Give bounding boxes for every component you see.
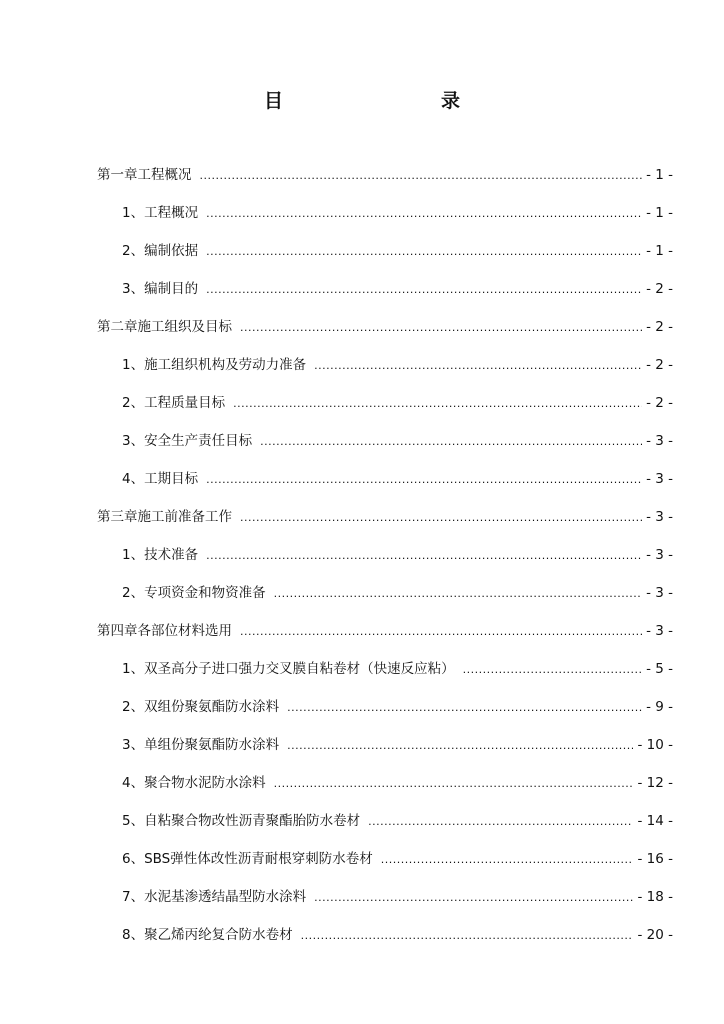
- toc-dot-leader: [301, 926, 634, 946]
- toc-dot-leader: [240, 508, 642, 528]
- toc-dot-leader: [287, 736, 633, 756]
- toc-title: 目 录: [263, 90, 500, 112]
- toc-entry[interactable]: [122, 203, 673, 223]
- toc-page-number: - 1 -: [646, 243, 673, 259]
- toc-page-number: - 10 -: [637, 737, 673, 753]
- toc-page-number: - 2 -: [646, 281, 673, 297]
- toc-dot-leader: [206, 280, 642, 300]
- toc-entry[interactable]: [122, 887, 673, 907]
- toc-entry-text: 8、聚乙烯丙纶复合防水卷材: [122, 927, 293, 943]
- toc-chapter-number: 第三章: [97, 509, 138, 525]
- toc-page-number: - 12 -: [637, 775, 673, 791]
- toc-entry[interactable]: [122, 431, 673, 451]
- toc-dot-leader: [368, 812, 633, 832]
- toc-page-number: - 14 -: [637, 813, 673, 829]
- toc-page-number: - 3 -: [646, 623, 673, 639]
- toc-entry-text: 各部位材料选用: [137, 623, 232, 639]
- toc-dot-leader: [233, 394, 642, 414]
- toc-dot-leader: [200, 166, 643, 186]
- toc-entry[interactable]: [122, 355, 673, 375]
- toc-dot-leader: [463, 660, 642, 680]
- toc-entry-text: 2、工程质量目标: [122, 395, 226, 411]
- toc-entry[interactable]: [122, 545, 673, 565]
- toc-chapter-number: 第二章: [97, 319, 138, 335]
- toc-page-number: - 2 -: [646, 357, 673, 373]
- toc-entry-text: 3、编制目的: [122, 281, 199, 297]
- toc-entry-text: 3、单组份聚氨酯防水涂料: [122, 737, 280, 753]
- toc-page-number: - 16 -: [637, 851, 673, 867]
- toc-entry[interactable]: [97, 621, 673, 641]
- toc-dot-leader: [274, 774, 634, 794]
- toc-entry-text: 2、编制依据: [122, 243, 199, 259]
- toc-page-number: - 3 -: [646, 433, 673, 449]
- toc-entry[interactable]: [122, 811, 673, 831]
- toc-entry-text: 工程概况: [137, 167, 192, 183]
- toc-entry-text: 7、水泥基渗透结晶型防水涂料: [122, 889, 307, 905]
- toc-page-number: - 2 -: [646, 395, 673, 411]
- toc-entry-text: 1、双圣高分子进口强力交叉膜自粘卷材（快速反应粘）: [122, 661, 455, 677]
- toc-entry[interactable]: [122, 773, 673, 793]
- toc-entry-text: 1、工程概况: [122, 205, 199, 221]
- toc-entry-text: 施工组织及目标: [137, 319, 232, 335]
- toc-entry[interactable]: [122, 697, 673, 717]
- toc-dot-leader: [314, 888, 633, 908]
- toc-dot-leader: [206, 242, 642, 262]
- toc-entry-text: 5、自粘聚合物改性沥青聚酯胎防水卷材: [122, 813, 361, 829]
- toc-dot-leader: [381, 850, 634, 870]
- toc-entry[interactable]: [122, 583, 673, 603]
- toc-entry[interactable]: [122, 925, 673, 945]
- toc-entry-text: 4、工期目标: [122, 471, 199, 487]
- toc-dot-leader: [240, 622, 642, 642]
- toc-page-number: - 18 -: [637, 889, 673, 905]
- toc-page-number: - 3 -: [646, 547, 673, 563]
- toc-entry[interactable]: [122, 735, 673, 755]
- toc-chapter-number: 第一章: [97, 167, 138, 183]
- toc-dot-leader: [260, 432, 642, 452]
- toc-entry-text: 6、SBS弹性体改性沥青耐根穿刺防水卷材: [122, 851, 373, 867]
- toc-page-number: - 5 -: [646, 661, 673, 677]
- toc-entry[interactable]: [97, 165, 673, 185]
- toc-dot-leader: [206, 204, 642, 224]
- toc-page-number: - 2 -: [646, 319, 673, 335]
- toc-entry[interactable]: [122, 469, 673, 489]
- toc-entry[interactable]: [122, 393, 673, 413]
- toc-dot-leader: [206, 546, 642, 566]
- toc-entry-text: 2、专项资金和物资准备: [122, 585, 266, 601]
- toc-page-number: - 1 -: [646, 205, 673, 221]
- toc-entry-text: 2、双组份聚氨酯防水涂料: [122, 699, 280, 715]
- toc-dot-leader: [287, 698, 642, 718]
- toc-page-number: - 3 -: [646, 509, 673, 525]
- toc-page-number: - 3 -: [646, 585, 673, 601]
- toc-dot-leader: [314, 356, 642, 376]
- toc-entry[interactable]: [122, 241, 673, 261]
- toc-entry[interactable]: [97, 507, 673, 527]
- toc-dot-leader: [274, 584, 642, 604]
- toc-page-number: - 9 -: [646, 699, 673, 715]
- toc-dot-leader: [206, 470, 642, 490]
- toc-chapter-number: 第四章: [97, 623, 138, 639]
- toc-page-number: - 1 -: [646, 167, 673, 183]
- toc-entry[interactable]: [97, 317, 673, 337]
- toc-entry-text: 1、施工组织机构及劳动力准备: [122, 357, 307, 373]
- toc-page-number: - 20 -: [637, 927, 673, 943]
- toc-entry[interactable]: [122, 279, 673, 299]
- toc-page-number: - 3 -: [646, 471, 673, 487]
- toc-dot-leader: [240, 318, 642, 338]
- toc-entry-text: 3、安全生产责任目标: [122, 433, 253, 449]
- toc-entry-text: 施工前准备工作: [137, 509, 232, 525]
- toc-entry-text: 1、技术准备: [122, 547, 199, 563]
- toc-entry-text: 4、聚合物水泥防水涂料: [122, 775, 266, 791]
- toc-entry[interactable]: [122, 659, 673, 679]
- toc-entry[interactable]: [122, 849, 673, 869]
